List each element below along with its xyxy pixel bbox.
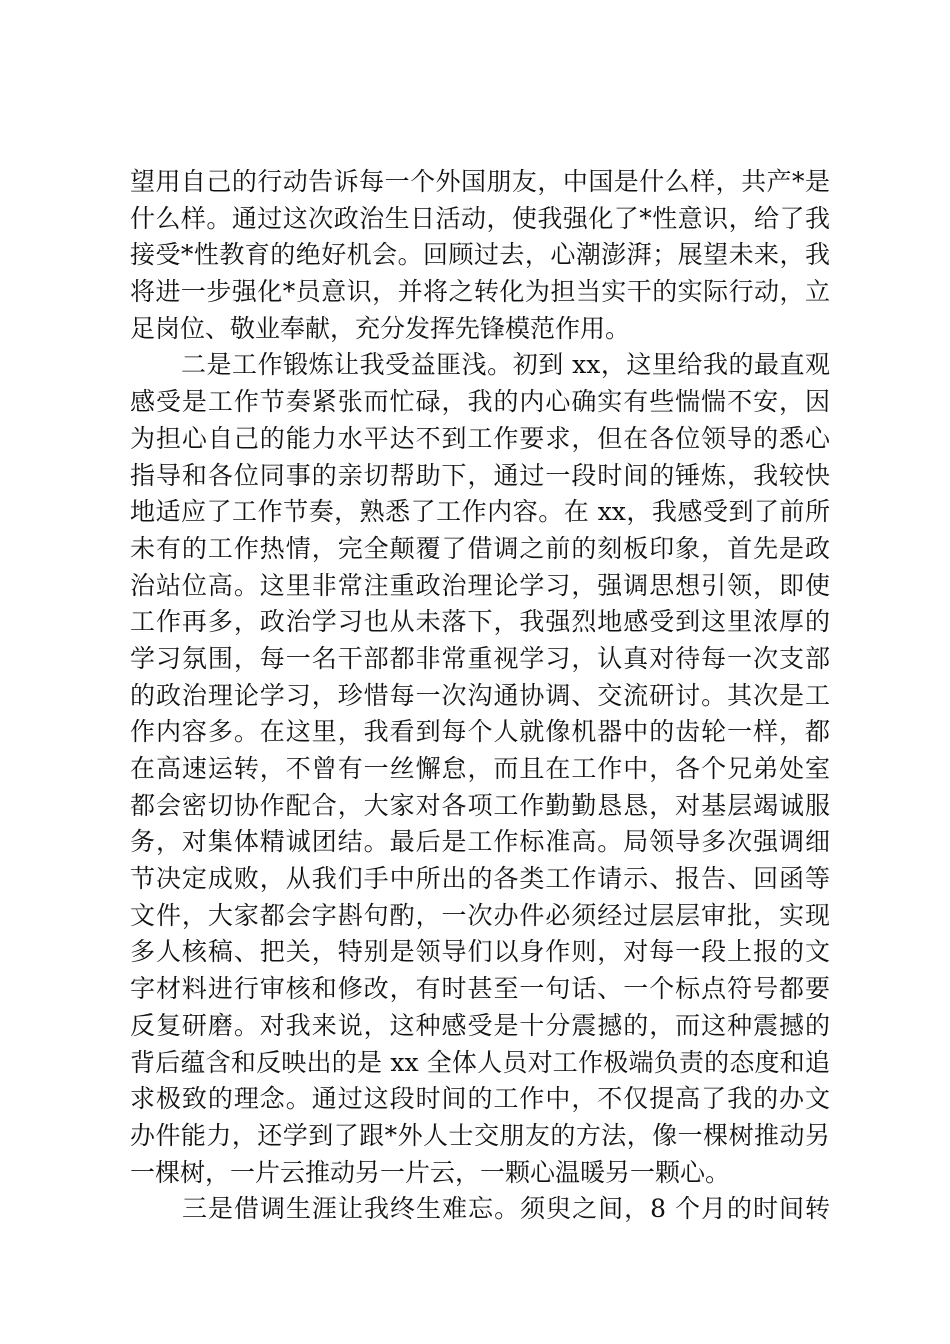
text-line: 足岗位、敬业奉献，充分发挥先锋模范作用。 [130,313,631,343]
text-line: 在高速运转，不曾有一丝懈怠，而且在工作中，各个兄弟处室 [130,754,830,783]
text-line: 字材料进行审核和修改，有时甚至一句话、一个标点符号都要 [130,974,830,1004]
document-body [130,164,830,1228]
text-line: 务，对集体精诚团结。最后是工作标准高。局领导多次强调细 [130,827,830,857]
text-line: 为担心自己的能力水平达不到工作要求，但在各位领导的悉心 [130,423,830,453]
text-line: 办件能力，还学到了跟*外人士交朋友的方法，像一棵树推动另 [130,1120,830,1150]
text-line: 学习氛围，每一名干部都非常重视学习，认真对待每一次支部 [130,643,830,673]
text-line: 节决定成败，从我们手中所出的各类工作请示、报告、回函等 [130,864,830,894]
text-line: 文件，大家都会字斟句酌，一次办件必须经过层层审批，实现 [130,900,830,930]
text-line: 多人核稿、把关，特别是领导们以身作则，对每一段上报的文 [130,937,830,967]
text-line: 治站位高。这里非常注重政治理论学习，强调思想引领，即使 [130,570,830,600]
text-line: 工作再多，政治学习也从未落下，我强烈地感受到这里浓厚的 [130,607,830,637]
text-line: 都会密切协作配合，大家对各项工作勤勤恳恳，对基层竭诚服 [130,790,830,820]
text-line: 一棵树，一片云推动另一片云，一颗心温暖另一颗心。 [130,1157,731,1187]
text-line: 感受是工作节奏紧张而忙碌，我的内心确实有些惴惴不安，因 [130,387,830,417]
text-line: 二是工作锻炼让我受益匪浅。初到 xx，这里给我的最直观 [130,350,830,380]
text-line: 将进一步强化*员意识，并将之转化为担当实干的实际行动，立 [130,277,830,307]
text-line: 的政治理论学习，珍惜每一次沟通协调、交流研讨。其次是工 [130,680,830,710]
text-line: 背后蕴含和反映出的是 xx 全体人员对工作极端负责的态度和追 [130,1047,830,1077]
text-line: 反复研磨。对我来说，这种感受是十分震撼的，而这种震撼的 [130,1010,830,1040]
text-line: 地适应了工作节奏，熟悉了工作内容。在 xx，我感受到了前所 [130,497,830,527]
text-line: 什么样。通过这次政治生日活动，使我强化了*性意识，给了我 [130,203,830,233]
text-line: 望用自己的行动告诉每一个外国朋友，中国是什么样，共产*是 [130,167,830,196]
text-line: 未有的工作热情，完全颠覆了借调之前的刻板印象，首先是政 [130,533,830,563]
text-line: 指导和各位同事的亲切帮助下，通过一段时间的锤炼，我较快 [130,460,830,490]
text-line: 接受*性教育的绝好机会。回顾过去，心潮澎湃；展望未来，我 [130,240,830,270]
text-line: 求极致的理念。通过这段时间的工作中，不仅提高了我的办文 [130,1084,830,1114]
text-line: 作内容多。在这里，我看到每个人就像机器中的齿轮一样，都 [130,717,830,747]
text-line: 三是借调生涯让我终生难忘。须臾之间，8 个月的时间转 [130,1194,830,1224]
